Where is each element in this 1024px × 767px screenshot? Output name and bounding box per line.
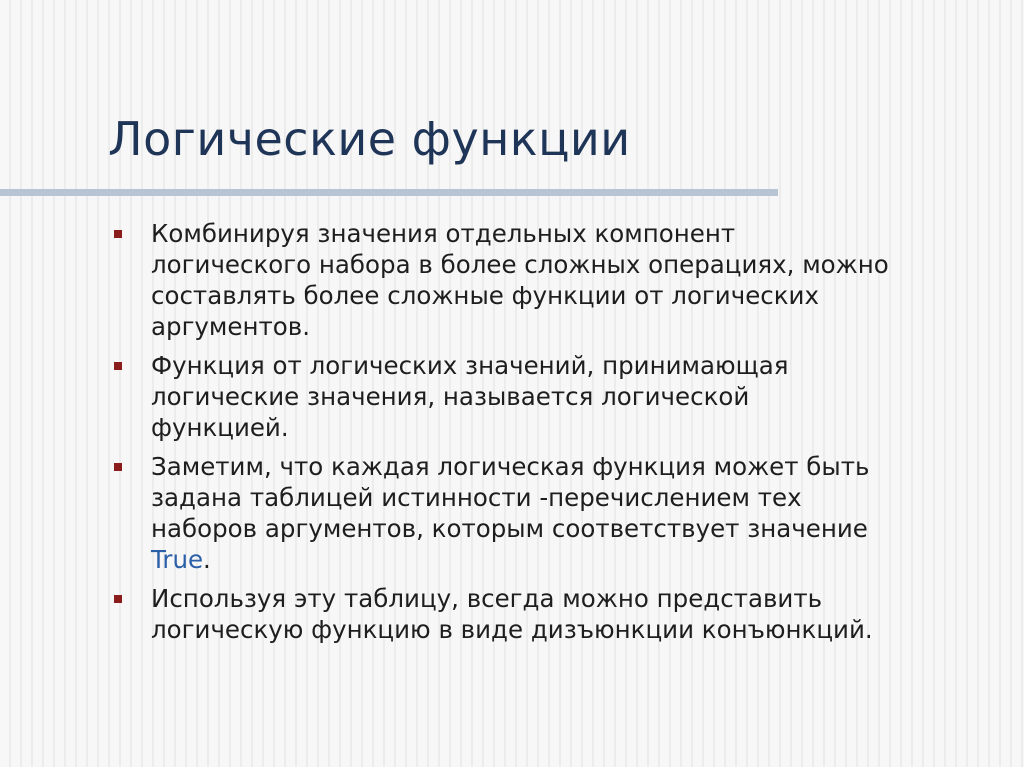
bullet-text: Комбинируя значения отдельных компонент логического набора в более сложных операциях, можно составлять более сложные функции от логических аргументов. xyxy=(151,219,889,341)
bullet-text-end: . xyxy=(203,545,211,574)
square-bullet-icon xyxy=(114,230,122,238)
bullet-item xyxy=(112,350,992,443)
slide-title: Логические функции xyxy=(108,112,631,166)
square-bullet-icon xyxy=(114,463,122,471)
square-bullet-icon xyxy=(114,362,122,370)
title-underline xyxy=(0,189,778,196)
bullet-list xyxy=(112,218,992,653)
bullet-item xyxy=(112,583,992,645)
square-bullet-icon xyxy=(114,595,122,603)
bullet-text: Используя эту таблицу, всегда можно представить логическую функцию в виде дизъюнкции конъюнкций. xyxy=(151,584,873,644)
bullet-item xyxy=(112,451,992,575)
bullet-item xyxy=(112,218,992,342)
true-keyword: True xyxy=(151,545,204,574)
bullet-text: Заметим, что каждая логическая функция может быть задана таблицей истинности -перечислением тех наборов аргументов, которым соответствует значение xyxy=(151,452,870,543)
bullet-text: Функция от логических значений, принимающая логические значения, называется логической функцией. xyxy=(151,351,789,442)
